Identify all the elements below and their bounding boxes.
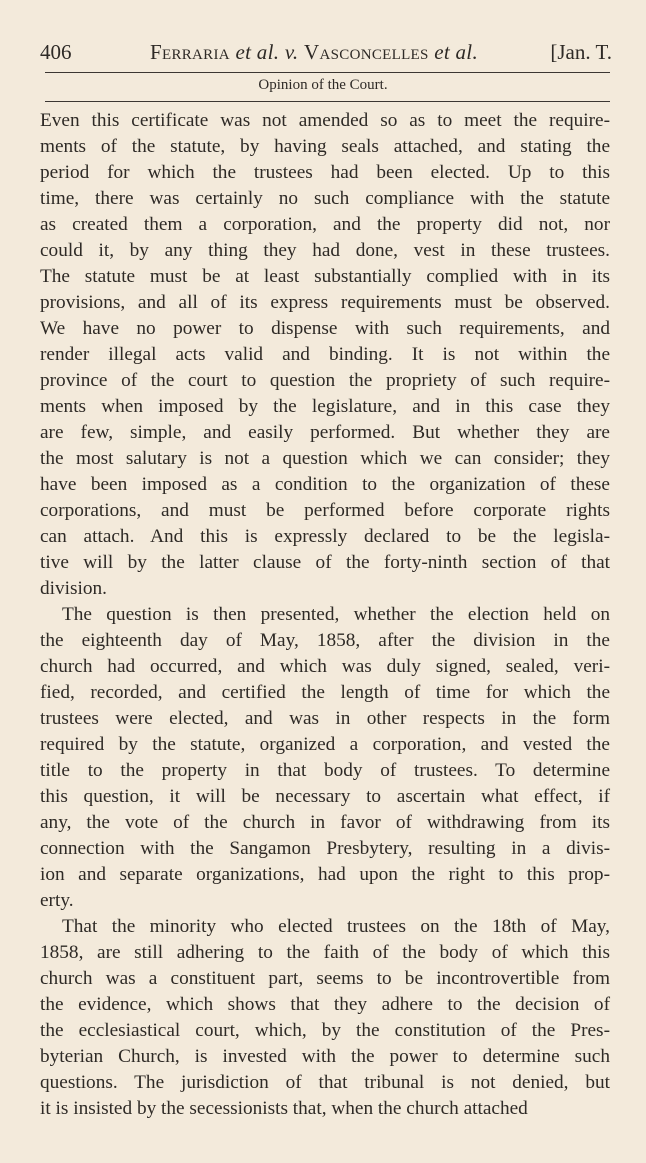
term-label: [Jan. T.	[550, 40, 612, 64]
text-line: can attach. And this is expressly declared to be the legisla-	[40, 526, 610, 547]
text-line: it is insisted by the secessionists that, when the church attached	[40, 1098, 528, 1119]
text-line: render illegal acts valid and binding. It is not within the	[40, 344, 610, 365]
text-line: province of the court to question the propriety of such require-	[40, 370, 610, 391]
et-al-1: et al.	[235, 40, 280, 64]
text-line: could it, by any thing they had done, vest in these trustees.	[40, 240, 610, 261]
text-line: provisions, and all of its express requirements must be observed.	[40, 292, 610, 313]
text-line: church had occurred, and which was duly signed, sealed, veri-	[40, 656, 610, 677]
text-line: the eighteenth day of May, 1858, after the division in the	[40, 630, 610, 651]
text-line: The question is then presented, whether the election held on	[62, 604, 610, 625]
section-subheader: Opinion of the Court.	[258, 77, 388, 93]
text-line: connection with the Sangamon Presbytery, resulting in a divis-	[40, 838, 610, 859]
text-line: erty.	[40, 890, 74, 911]
text-line: ion and separate organizations, had upon the right to this prop-	[40, 864, 610, 885]
text-line: tive will by the latter clause of the forty-ninth section of that	[40, 552, 610, 573]
text-line: 1858, are still adhering to the faith of the body of which this	[40, 942, 610, 963]
opinion-text	[40, 108, 610, 1122]
text-line: are few, simple, and easily performed. But whether they are	[40, 422, 610, 443]
text-line: the ecclesiastical court, which, by the constitution of the Pres-	[40, 1020, 610, 1041]
party-2: Vasconcelles	[304, 40, 429, 64]
text-line: trustees were elected, and was in other respects in the form	[40, 708, 610, 729]
case-title	[150, 40, 478, 65]
text-line: Even this certificate was not amended so as to meet the require-	[40, 110, 610, 131]
subheader-rule	[45, 101, 610, 102]
text-line: We have no power to dispense with such requirements, and	[40, 318, 610, 339]
text-line: any, the vote of the church in favor of withdrawing from its	[40, 812, 610, 833]
text-line: as created them a corporation, and the property did not, nor	[40, 214, 610, 235]
text-line: That the minority who elected trustees on the 18th of May,	[62, 916, 610, 937]
party-1: Ferraria	[150, 40, 230, 64]
header-rule	[45, 72, 610, 73]
text-line: period for which the trustees had been elected. Up to this	[40, 162, 610, 183]
text-line: The statute must be at least substantially complied with in its	[40, 266, 610, 287]
text-line: corporations, and must be performed before corporate rights	[40, 500, 610, 521]
text-line: byterian Church, is invested with the power to determine such	[40, 1046, 610, 1067]
text-line: ments of the statute, by having seals attached, and stating the	[40, 136, 610, 157]
text-line: the evidence, which shows that they adhere to the decision of	[40, 994, 610, 1015]
text-line: ments when imposed by the legislature, and in this case they	[40, 396, 610, 417]
page-number: 406	[40, 40, 72, 64]
text-line: the most salutary is not a question which we can consider; they	[40, 448, 610, 469]
text-line: this question, it will be necessary to ascertain what effect, if	[40, 786, 610, 807]
text-line: fied, recorded, and certified the length of time for which the	[40, 682, 610, 703]
text-line: division.	[40, 578, 107, 599]
text-line: have been imposed as a condition to the organization of these	[40, 474, 610, 495]
text-line: required by the statute, organized a corporation, and vested the	[40, 734, 610, 755]
et-al-2: et al.	[434, 40, 478, 64]
versus: v.	[284, 40, 299, 64]
text-line: questions. The jurisdiction of that tribunal is not denied, but	[40, 1072, 610, 1093]
running-header	[40, 40, 612, 68]
text-line: church was a constituent part, seems to be incontrovertible from	[40, 968, 610, 989]
text-line: title to the property in that body of trustees. To determine	[40, 760, 610, 781]
text-line: time, there was certainly no such compliance with the statute	[40, 188, 610, 209]
